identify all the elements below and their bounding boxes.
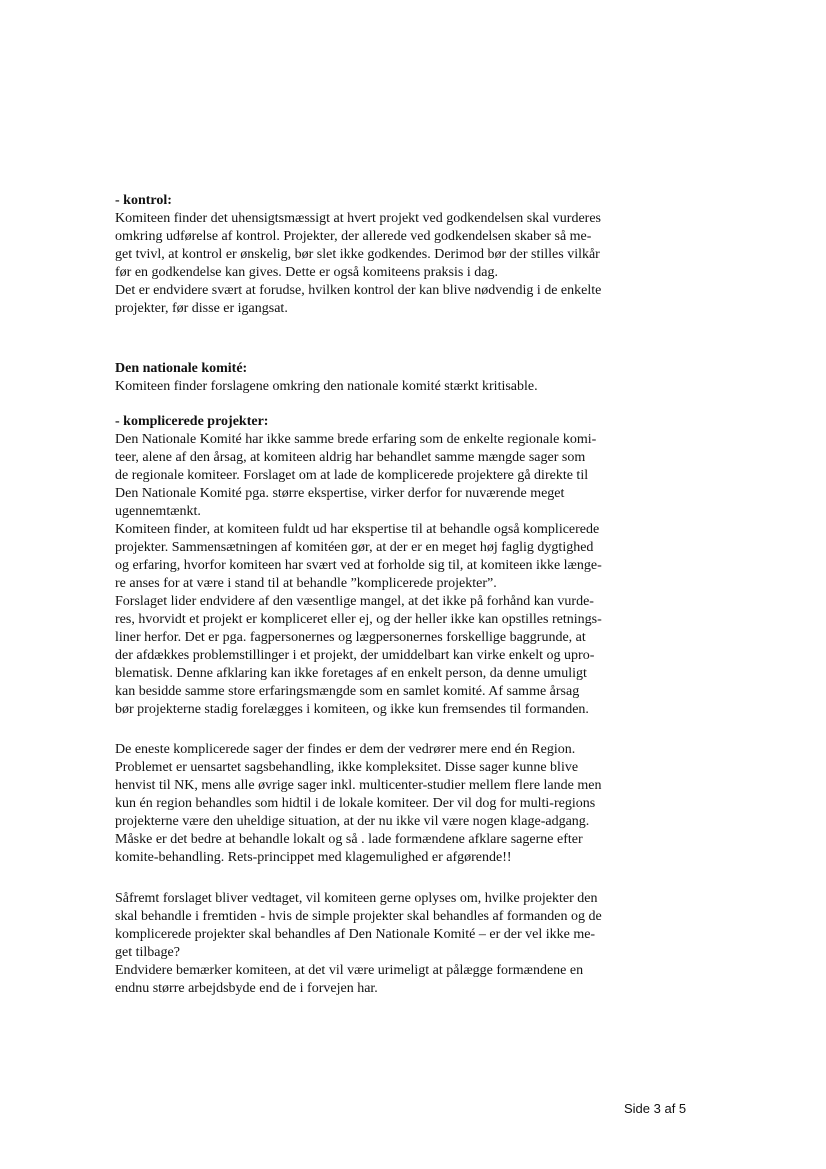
paragraph-line: skal behandle i fremtiden - hvis de simple projekter skal behandles af formanden og de [115, 909, 602, 924]
paragraph-line: re anses for at være i stand til at behandle ”komplicerede projekter”. [115, 576, 497, 591]
section-national-committee [115, 360, 715, 396]
paragraph-line: ugennemtænkt. [115, 504, 201, 519]
section-heading: Den nationale komité: [115, 361, 248, 376]
paragraph-line: De eneste komplicerede sager der findes er dem der vedrører mere end én Region. [115, 742, 576, 757]
page-number: Side 3 af 5 [624, 1101, 687, 1116]
paragraph-line: endnu større arbejdsbyde end de i forvejen har. [115, 981, 378, 996]
paragraph-line: Måske er det bedre at behandle lokalt og så . lade formændene afklare sagerne efter [115, 832, 583, 847]
paragraph-line: get tvivl, at kontrol er ønskelig, bør slet ikke godkendes. Derimod bør der stilles vilkår [115, 247, 600, 262]
paragraph-line: de regionale komiteer. Forslaget om at lade de komplicerede projektere gå direkte til [115, 468, 589, 483]
paragraph-line: omkring udførelse af kontrol. Projekter, der allerede ved godkendelsen skaber så me- [115, 229, 592, 244]
paragraph-line: Såfremt forslaget bliver vedtaget, vil komiteen gerne oplyses om, hvilke projekter den [115, 891, 598, 906]
paragraph-line: Den Nationale Komité pga. større ekspertise, virker derfor for nuværende meget [115, 486, 565, 501]
paragraph-line: Forslaget lider endvidere af den væsentlige mangel, at det ikke på forhånd kan vurde- [115, 594, 594, 609]
paragraph-line: liner herfor. Det er pga. fagpersonernes og lægpersonernes forskellige baggrunde, at [115, 630, 586, 645]
paragraph-line: projekterne være den uheldige situation, at der nu ikke vil være nogen klage-adgang. [115, 814, 590, 829]
paragraph-line: Endvidere bemærker komiteen, at det vil være urimeligt at pålægge formændene en [115, 963, 584, 978]
paragraph-line: teer, alene af den årsag, at komiteen aldrig har behandlet samme mængde sager som [115, 450, 586, 465]
paragraph-line: der afdækkes problemstillinger i et projekt, der umiddelbart kan virke enkelt og upro- [115, 648, 595, 663]
section-heading: - kontrol: [115, 193, 172, 208]
paragraph-line: blematisk. Denne afklaring kan ikke foretages af en enkelt person, da denne umuligt [115, 666, 587, 681]
paragraph-multi-region [115, 741, 715, 867]
paragraph-line: Komiteen finder det uhensigtsmæssigt at hvert projekt ved godkendelsen skal vurderes [115, 211, 602, 226]
paragraph-line: projekter, før disse er igangsat. [115, 301, 288, 316]
section-complicated-projects [115, 413, 715, 719]
paragraph-if-adopted [115, 890, 715, 998]
paragraph-line: bør projekterne stadig forelægges i komiteen, og ikke kun fremsendes til formanden. [115, 702, 589, 717]
paragraph-line: Komiteen finder, at komiteen fuldt ud har ekspertise til at behandle også komplicerede [115, 522, 600, 537]
paragraph-line: henvist til NK, mens alle øvrige sager inkl. multicenter-studier mellem flere lande men [115, 778, 602, 793]
section-heading: - komplicerede projekter: [115, 414, 269, 429]
paragraph-line: Komiteen finder forslagene omkring den nationale komité stærkt kritisable. [115, 379, 538, 394]
paragraph-line: projekter. Sammensætningen af komitéen gør, at der er en meget høj faglig dygtighed [115, 540, 594, 555]
section-kontrol [115, 192, 715, 318]
paragraph-line: res, hvorvidt et projekt er kompliceret eller ej, og der heller ikke kan opstilles retnings- [115, 612, 602, 627]
paragraph-line: og erfaring, hvorfor komiteen har svært ved at forholde sig til, at komiteen ikke længe- [115, 558, 602, 573]
paragraph-line: get tilbage? [115, 945, 180, 960]
paragraph-line: komite-behandling. Rets-princippet med klagemulighed er afgørende!! [115, 850, 512, 865]
paragraph-line: kan besidde samme store erfaringsmængde som en samlet komité. Af samme årsag [115, 684, 580, 699]
paragraph-line: kun én region behandles som hidtil i de lokale komiteer. Der vil dog for multi-regions [115, 796, 596, 811]
paragraph-line: Den Nationale Komité har ikke samme brede erfaring som de enkelte regionale komi- [115, 432, 597, 447]
paragraph-line: Problemet er uensartet sagsbehandling, ikke kompleksitet. Disse sager kunne blive [115, 760, 579, 775]
paragraph-line: komplicerede projekter skal behandles af Den Nationale Komité – er der vel ikke me- [115, 927, 596, 942]
paragraph-line: før en godkendelse kan gives. Dette er også komiteens praksis i dag. [115, 265, 498, 280]
paragraph-line: Det er endvidere svært at forudse, hvilken kontrol der kan blive nødvendig i de enkelte [115, 283, 602, 298]
